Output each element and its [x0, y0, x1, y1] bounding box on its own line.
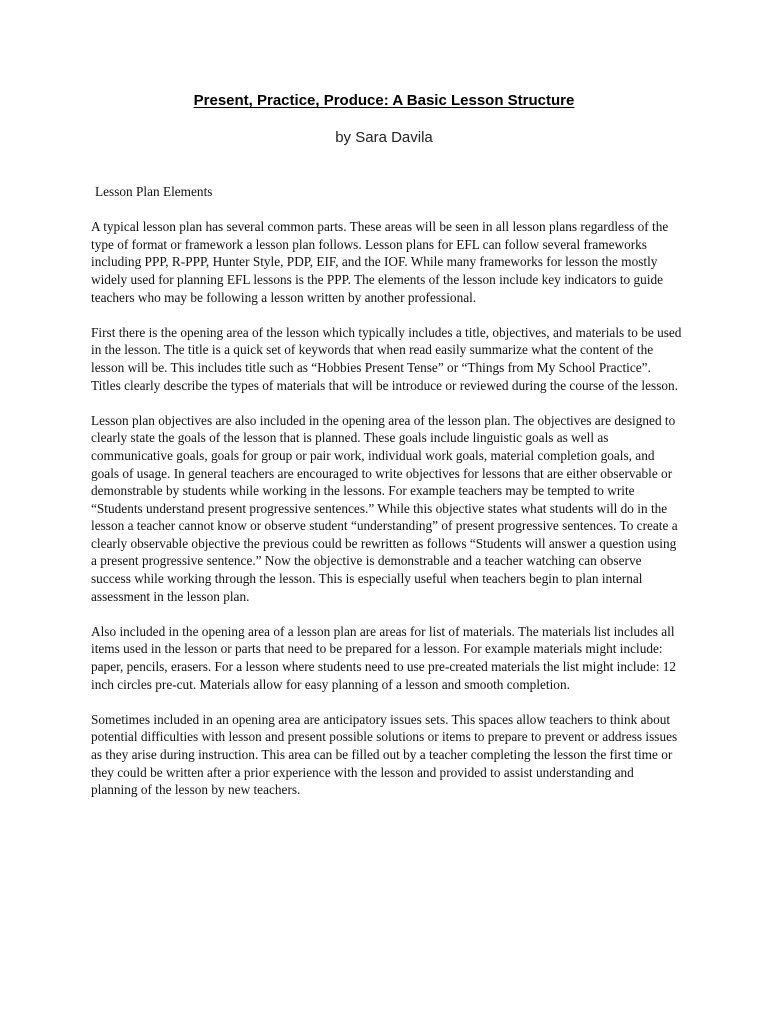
- paragraph: A typical lesson plan has several common parts. These areas will be seen in all lesson plans regardless of the type of format or framework a lesson plan follows. Lesson plans for EFL can follow several frameworks including PPP, R-PPP, Hunter Style, PDP, EIF, and the IOF. While many frameworks for lesson the mostly widely used for planning EFL lessons is the PPP. The elements of the lesson include key indicators to guide teachers who may be following a lesson written by another professional.: [91, 219, 669, 305]
- document-title: [0, 92, 768, 109]
- paragraph: Also included in the opening area of a lesson plan are areas for list of materials. The materials list includes all items used in the lesson or parts that need to be prepared for a lesson. For example materials might include: paper, pencils, erasers. For a lesson where students need to use pre-created materials the list might include: 12 inch circles pre-cut. Materials allow for easy planning of a lesson and smooth completion.: [91, 623, 677, 692]
- paragraph: Sometimes included in an opening area are anticipatory issues sets. This spaces allow teachers to think about potential difficulties with lesson and present possible solutions or items to prepare to prevent or address issues as they arise during instruction. This area can be filled out by a teacher completing the lesson the first time or they could be written after a prior experience with the lesson and provided to assist understanding and planning of the lesson by new teachers.: [91, 711, 678, 798]
- document-title-text: Present, Practice, Produce: A Basic Lesson Structure: [193, 92, 575, 109]
- document-body: [91, 183, 683, 816]
- section-heading: Lesson Plan Elements: [95, 184, 213, 199]
- paragraph: Lesson plan objectives are also included in the opening area of the lesson plan. The objectives are designed to clearly state the goals of the lesson that is planned. These goals include linguistic goals as well as communicative goals, goals for group or pair work, individual work goals, material completion goals, and goals of usage. In general teachers are encouraged to write objectives for lessons that are either observable or demonstrable by students while working in the lessons. For example teachers may be tempted to write “Students understand present progressive sentences.” While this objective states what students will do in the lesson a teacher cannot know or observe student “understanding” of present progressive sentences. To create a clearly observable objective the previous could be rewritten as follows “Students will answer a question using a present progressive sentence.” Now the objective is demonstrable and a teacher watching can observe success while working through the lesson. This is especially useful when teachers begin to plan internal assessment in the lesson plan.: [91, 412, 678, 604]
- author-byline: by Sara Davila: [335, 129, 433, 146]
- paragraph: First there is the opening area of the lesson which typically includes a title, objectives, and materials to be used in the lesson. The title is a quick set of keywords that when read easily summarize what the content of the lesson will be. This includes title such as “Hobbies Present Tense” or “Things from My School Practice”. Titles clearly describe the types of materials that will be introduce or reviewed during the course of the lesson.: [91, 324, 682, 393]
